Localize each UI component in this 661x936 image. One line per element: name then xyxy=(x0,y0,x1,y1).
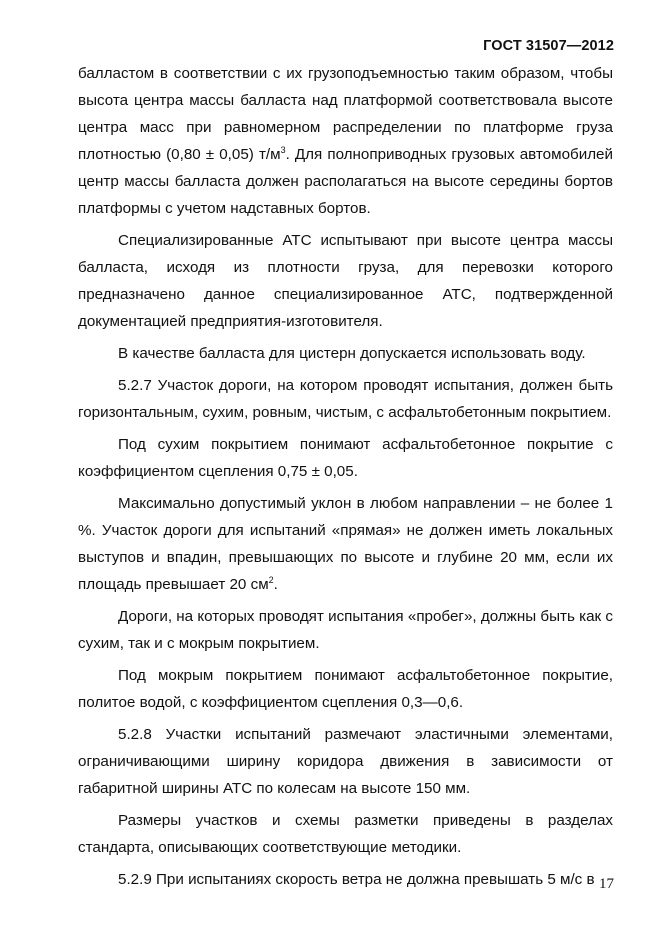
paragraph-5-2-7 xyxy=(78,372,613,426)
paragraph-text: В качестве балласта для цистерн допускается использовать воду. xyxy=(118,345,586,362)
document-body xyxy=(78,60,613,898)
paragraph-max-slope xyxy=(78,490,613,598)
paragraph-text: 5.2.7 Участок дороги, на котором проводят испытания, должен быть горизонтальным, сухим, ровным, чистым, с асфальтобетонным покрытием. xyxy=(78,377,613,421)
paragraph-section-sizes xyxy=(78,807,613,861)
paragraph-text: Максимально допустимый уклон в любом направлении – не более 1 %. Участок дороги для испытаний «прямая» не должен иметь локальных выступов и впадин, превышающих по высоте и глубине 20 мм, если их площадь превышает 20 см xyxy=(78,495,613,593)
document-header: ГОСТ 31507—2012 xyxy=(483,38,614,54)
paragraph-text: 5.2.8 Участки испытаний размечают эластичными элементами, ограничивающими ширину коридора движения в зависимости от габаритной ширины АТС по колесам на высоте 150 мм. xyxy=(78,726,613,797)
page-number: 17 xyxy=(599,876,614,892)
paragraph-text: Дороги, на которых проводят испытания «пробег», должны быть как с сухим, так и с мокрым покрытием. xyxy=(78,608,613,652)
paragraph-tank-ballast xyxy=(78,340,613,367)
paragraph-text-tail: . xyxy=(273,576,278,593)
superscript: 2 xyxy=(268,575,274,585)
paragraph-dry-surface xyxy=(78,431,613,485)
paragraph-text: 5.2.9 При испытаниях скорость ветра не должна превышать 5 м/с в xyxy=(118,871,595,888)
paragraph-text: Под мокрым покрытием понимают асфальтобетонное покрытие, политое водой, с коэффициентом сцепления 0,3—0,6. xyxy=(78,667,613,711)
paragraph-text: Под сухим покрытием понимают асфальтобетонное покрытие с коэффициентом сцепления 0,75 ± 0,05. xyxy=(78,436,613,480)
paragraph-text: балластом в соответствии с их грузоподъемностью таким образом, чтобы высота центра массы балласта над платформой соответствовала высоте центра масс при равномерном распределении по платформе груза плотностью (0,80 ± 0,05) т/м xyxy=(78,65,613,163)
paragraph-text: Специализированные АТС испытывают при высоте центра массы балласта, исходя из плотности груза, для перевозки которого предназначено данное специализированное АТС, подтвержденной документацией предприятия-изготовителя. xyxy=(78,232,613,330)
paragraph-5-2-8 xyxy=(78,721,613,802)
paragraph-run-roads xyxy=(78,603,613,657)
paragraph-wet-surface xyxy=(78,662,613,716)
paragraph-ballast-height xyxy=(78,60,613,222)
paragraph-text-tail: . Для полноприводных грузовых автомобилей центр массы балласта должен располагаться на высоте середины бортов платформы с учетом надставных бортов. xyxy=(78,146,613,217)
paragraph-5-2-9 xyxy=(78,866,613,893)
paragraph-specialized-ats xyxy=(78,227,613,335)
paragraph-text: Размеры участков и схемы разметки приведены в разделах стандарта, описывающих соответствующие методики. xyxy=(78,812,613,856)
superscript: 3 xyxy=(280,145,286,155)
